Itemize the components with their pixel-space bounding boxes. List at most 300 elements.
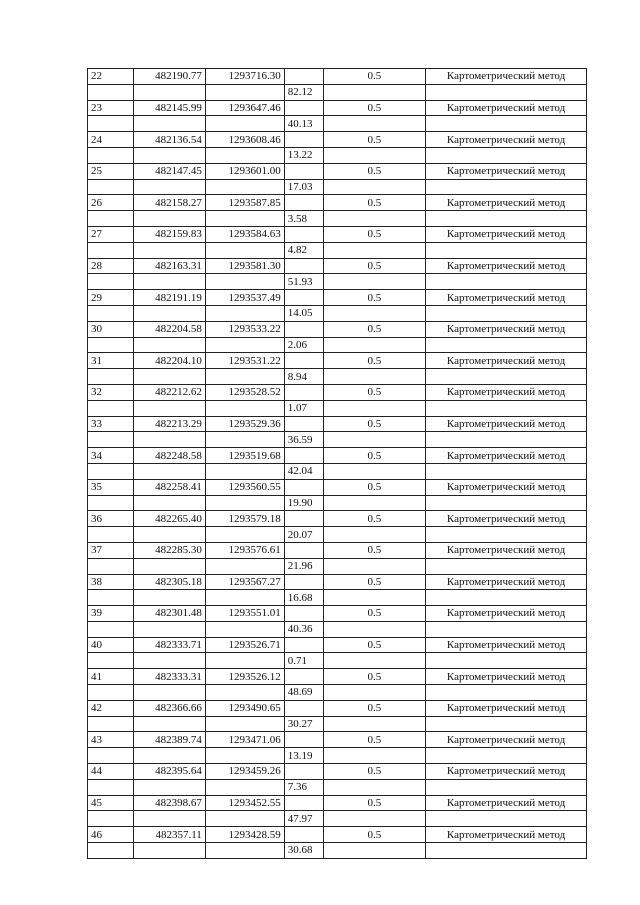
coord-y: 1293533.22	[205, 321, 284, 337]
method: Картометрический метод	[426, 353, 587, 369]
empty-cell	[134, 495, 206, 511]
empty-length-cell	[284, 384, 323, 400]
empty-cell	[134, 337, 206, 353]
empty-cell	[426, 811, 587, 827]
segment-row	[88, 463, 587, 479]
point-number: 23	[88, 100, 134, 116]
empty-cell	[323, 779, 425, 795]
accuracy: 0.5	[323, 163, 425, 179]
empty-cell	[323, 369, 425, 385]
empty-length-cell	[284, 637, 323, 653]
point-row	[88, 416, 587, 432]
segment-row	[88, 527, 587, 543]
empty-length-cell	[284, 100, 323, 116]
coord-x: 482204.58	[134, 321, 206, 337]
point-number: 31	[88, 353, 134, 369]
empty-cell	[88, 305, 134, 321]
empty-cell	[88, 116, 134, 132]
empty-cell	[426, 590, 587, 606]
accuracy: 0.5	[323, 606, 425, 622]
coord-x: 482398.67	[134, 795, 206, 811]
empty-length-cell	[284, 163, 323, 179]
point-row	[88, 100, 587, 116]
empty-cell	[205, 558, 284, 574]
method: Картометрический метод	[426, 226, 587, 242]
empty-cell	[205, 432, 284, 448]
point-row	[88, 384, 587, 400]
segment-row	[88, 147, 587, 163]
point-number: 44	[88, 764, 134, 780]
empty-cell	[426, 621, 587, 637]
empty-cell	[205, 211, 284, 227]
empty-cell	[134, 432, 206, 448]
empty-cell	[134, 179, 206, 195]
empty-cell	[323, 653, 425, 669]
empty-cell	[323, 685, 425, 701]
segment-row	[88, 432, 587, 448]
segment-row	[88, 337, 587, 353]
empty-cell	[88, 179, 134, 195]
accuracy: 0.5	[323, 542, 425, 558]
accuracy: 0.5	[323, 321, 425, 337]
coord-x: 482204.10	[134, 353, 206, 369]
coord-y: 1293531.22	[205, 353, 284, 369]
accuracy: 0.5	[323, 764, 425, 780]
accuracy: 0.5	[323, 574, 425, 590]
accuracy: 0.5	[323, 637, 425, 653]
empty-cell	[205, 84, 284, 100]
coordinates-table	[87, 68, 587, 859]
segment-row	[88, 369, 587, 385]
method: Картометрический метод	[426, 542, 587, 558]
empty-cell	[426, 369, 587, 385]
coord-x: 482301.48	[134, 606, 206, 622]
empty-length-cell	[284, 448, 323, 464]
segment-length: 40.36	[284, 621, 323, 637]
empty-cell	[323, 748, 425, 764]
empty-length-cell	[284, 479, 323, 495]
coord-y: 1293452.55	[205, 795, 284, 811]
empty-length-cell	[284, 795, 323, 811]
method: Картометрический метод	[426, 69, 587, 85]
coord-y: 1293551.01	[205, 606, 284, 622]
empty-length-cell	[284, 226, 323, 242]
method: Картометрический метод	[426, 416, 587, 432]
coord-y: 1293567.27	[205, 574, 284, 590]
segment-row	[88, 495, 587, 511]
point-number: 42	[88, 700, 134, 716]
method: Картометрический метод	[426, 290, 587, 306]
coord-x: 482158.27	[134, 195, 206, 211]
coord-x: 482366.66	[134, 700, 206, 716]
empty-cell	[426, 84, 587, 100]
empty-cell	[205, 716, 284, 732]
point-number: 45	[88, 795, 134, 811]
point-row	[88, 511, 587, 527]
empty-cell	[134, 84, 206, 100]
point-number: 38	[88, 574, 134, 590]
empty-cell	[323, 211, 425, 227]
segment-length: 8.94	[284, 369, 323, 385]
segment-length: 30.68	[284, 843, 323, 859]
empty-cell	[205, 653, 284, 669]
method: Картометрический метод	[426, 511, 587, 527]
empty-cell	[134, 843, 206, 859]
empty-cell	[88, 653, 134, 669]
segment-row	[88, 811, 587, 827]
empty-cell	[134, 527, 206, 543]
point-number: 22	[88, 69, 134, 85]
segment-length: 7.36	[284, 779, 323, 795]
empty-cell	[323, 400, 425, 416]
empty-length-cell	[284, 132, 323, 148]
empty-cell	[88, 685, 134, 701]
empty-length-cell	[284, 511, 323, 527]
empty-length-cell	[284, 321, 323, 337]
accuracy: 0.5	[323, 226, 425, 242]
coord-x: 482191.19	[134, 290, 206, 306]
empty-cell	[134, 242, 206, 258]
empty-cell	[426, 305, 587, 321]
empty-length-cell	[284, 290, 323, 306]
empty-cell	[134, 653, 206, 669]
point-row	[88, 258, 587, 274]
accuracy: 0.5	[323, 732, 425, 748]
empty-cell	[323, 242, 425, 258]
point-row	[88, 226, 587, 242]
empty-length-cell	[284, 827, 323, 843]
segment-row	[88, 748, 587, 764]
empty-cell	[88, 811, 134, 827]
accuracy: 0.5	[323, 827, 425, 843]
segment-row	[88, 116, 587, 132]
coord-y: 1293459.26	[205, 764, 284, 780]
empty-cell	[323, 463, 425, 479]
empty-cell	[205, 400, 284, 416]
segment-length: 42.04	[284, 463, 323, 479]
segment-length: 13.22	[284, 147, 323, 163]
point-number: 35	[88, 479, 134, 495]
point-number: 36	[88, 511, 134, 527]
accuracy: 0.5	[323, 416, 425, 432]
accuracy: 0.5	[323, 353, 425, 369]
empty-cell	[426, 463, 587, 479]
empty-cell	[88, 432, 134, 448]
empty-length-cell	[284, 258, 323, 274]
segment-length: 51.93	[284, 274, 323, 290]
empty-cell	[88, 369, 134, 385]
empty-cell	[426, 716, 587, 732]
empty-cell	[205, 527, 284, 543]
empty-cell	[323, 621, 425, 637]
empty-cell	[134, 621, 206, 637]
empty-cell	[426, 685, 587, 701]
segment-length: 36.59	[284, 432, 323, 448]
method: Картометрический метод	[426, 100, 587, 116]
empty-cell	[426, 211, 587, 227]
method: Картометрический метод	[426, 574, 587, 590]
segment-row	[88, 400, 587, 416]
empty-cell	[88, 621, 134, 637]
empty-cell	[205, 748, 284, 764]
method: Картометрический метод	[426, 321, 587, 337]
empty-cell	[426, 179, 587, 195]
point-number: 28	[88, 258, 134, 274]
coord-x: 482248.58	[134, 448, 206, 464]
coord-x: 482136.54	[134, 132, 206, 148]
method: Картометрический метод	[426, 195, 587, 211]
empty-cell	[134, 463, 206, 479]
method: Картометрический метод	[426, 479, 587, 495]
point-number: 43	[88, 732, 134, 748]
segment-row	[88, 716, 587, 732]
coord-x: 482333.71	[134, 637, 206, 653]
coord-y: 1293579.18	[205, 511, 284, 527]
empty-cell	[323, 843, 425, 859]
coord-x: 482159.83	[134, 226, 206, 242]
segment-row	[88, 211, 587, 227]
segment-row	[88, 305, 587, 321]
coord-y: 1293428.59	[205, 827, 284, 843]
empty-cell	[323, 116, 425, 132]
point-row	[88, 795, 587, 811]
accuracy: 0.5	[323, 669, 425, 685]
empty-cell	[426, 147, 587, 163]
coord-x: 482213.29	[134, 416, 206, 432]
coord-x: 482395.64	[134, 764, 206, 780]
empty-cell	[323, 274, 425, 290]
coord-x: 482147.45	[134, 163, 206, 179]
accuracy: 0.5	[323, 258, 425, 274]
point-row	[88, 637, 587, 653]
method: Картометрический метод	[426, 163, 587, 179]
empty-cell	[426, 432, 587, 448]
empty-cell	[426, 400, 587, 416]
segment-row	[88, 621, 587, 637]
method: Картометрический метод	[426, 384, 587, 400]
empty-cell	[88, 147, 134, 163]
empty-cell	[426, 843, 587, 859]
point-row	[88, 827, 587, 843]
empty-cell	[205, 685, 284, 701]
point-number: 46	[88, 827, 134, 843]
segment-row	[88, 274, 587, 290]
empty-cell	[88, 590, 134, 606]
empty-cell	[426, 116, 587, 132]
point-number: 29	[88, 290, 134, 306]
point-row	[88, 606, 587, 622]
empty-length-cell	[284, 700, 323, 716]
segment-length: 19.90	[284, 495, 323, 511]
accuracy: 0.5	[323, 290, 425, 306]
coord-y: 1293581.30	[205, 258, 284, 274]
empty-cell	[205, 147, 284, 163]
empty-cell	[88, 337, 134, 353]
method: Картометрический метод	[426, 637, 587, 653]
coord-x: 482145.99	[134, 100, 206, 116]
coord-x: 482212.62	[134, 384, 206, 400]
empty-cell	[88, 211, 134, 227]
point-number: 26	[88, 195, 134, 211]
segment-row	[88, 590, 587, 606]
accuracy: 0.5	[323, 384, 425, 400]
segment-length: 40.13	[284, 116, 323, 132]
empty-cell	[88, 274, 134, 290]
empty-cell	[323, 558, 425, 574]
empty-cell	[426, 274, 587, 290]
method: Картометрический метод	[426, 669, 587, 685]
segment-length: 0.71	[284, 653, 323, 669]
accuracy: 0.5	[323, 448, 425, 464]
empty-cell	[426, 748, 587, 764]
point-number: 30	[88, 321, 134, 337]
accuracy: 0.5	[323, 132, 425, 148]
empty-cell	[323, 590, 425, 606]
empty-cell	[88, 495, 134, 511]
coord-y: 1293601.00	[205, 163, 284, 179]
method: Картометрический метод	[426, 258, 587, 274]
empty-length-cell	[284, 416, 323, 432]
coord-x: 482258.41	[134, 479, 206, 495]
segment-row	[88, 779, 587, 795]
empty-cell	[134, 716, 206, 732]
method: Картометрический метод	[426, 448, 587, 464]
coord-y: 1293519.68	[205, 448, 284, 464]
empty-cell	[88, 400, 134, 416]
segment-length: 3.58	[284, 211, 323, 227]
accuracy: 0.5	[323, 69, 425, 85]
empty-cell	[323, 432, 425, 448]
coord-y: 1293529.36	[205, 416, 284, 432]
empty-cell	[426, 558, 587, 574]
empty-cell	[323, 495, 425, 511]
empty-cell	[134, 147, 206, 163]
segment-length: 47.97	[284, 811, 323, 827]
empty-cell	[205, 179, 284, 195]
coord-y: 1293528.52	[205, 384, 284, 400]
coord-y: 1293490.65	[205, 700, 284, 716]
segment-length: 17.03	[284, 179, 323, 195]
empty-cell	[323, 811, 425, 827]
empty-cell	[88, 527, 134, 543]
coord-y: 1293608.46	[205, 132, 284, 148]
coord-x: 482190.77	[134, 69, 206, 85]
empty-cell	[323, 179, 425, 195]
point-number: 34	[88, 448, 134, 464]
point-row	[88, 132, 587, 148]
coord-x: 482333.31	[134, 669, 206, 685]
accuracy: 0.5	[323, 700, 425, 716]
empty-cell	[205, 621, 284, 637]
segment-row	[88, 653, 587, 669]
empty-cell	[134, 369, 206, 385]
accuracy: 0.5	[323, 511, 425, 527]
empty-cell	[134, 685, 206, 701]
segment-length: 48.69	[284, 685, 323, 701]
segment-length: 30.27	[284, 716, 323, 732]
point-number: 24	[88, 132, 134, 148]
empty-cell	[205, 495, 284, 511]
point-number: 37	[88, 542, 134, 558]
point-row	[88, 574, 587, 590]
empty-length-cell	[284, 195, 323, 211]
accuracy: 0.5	[323, 100, 425, 116]
point-row	[88, 69, 587, 85]
segment-length: 82.12	[284, 84, 323, 100]
segment-row	[88, 843, 587, 859]
empty-cell	[88, 463, 134, 479]
empty-cell	[323, 147, 425, 163]
point-number: 25	[88, 163, 134, 179]
segment-row	[88, 179, 587, 195]
empty-cell	[426, 242, 587, 258]
empty-cell	[426, 495, 587, 511]
coord-y: 1293537.49	[205, 290, 284, 306]
method: Картометрический метод	[426, 132, 587, 148]
point-number: 27	[88, 226, 134, 242]
empty-cell	[88, 748, 134, 764]
segment-length: 13.19	[284, 748, 323, 764]
coord-y: 1293584.63	[205, 226, 284, 242]
empty-cell	[426, 337, 587, 353]
point-number: 41	[88, 669, 134, 685]
empty-cell	[134, 116, 206, 132]
method: Картометрический метод	[426, 827, 587, 843]
empty-length-cell	[284, 574, 323, 590]
empty-cell	[205, 590, 284, 606]
empty-cell	[323, 716, 425, 732]
segment-length: 1.07	[284, 400, 323, 416]
empty-cell	[134, 811, 206, 827]
coord-y: 1293587.85	[205, 195, 284, 211]
segment-row	[88, 242, 587, 258]
accuracy: 0.5	[323, 795, 425, 811]
empty-cell	[88, 716, 134, 732]
point-row	[88, 290, 587, 306]
coord-x: 482305.18	[134, 574, 206, 590]
empty-cell	[134, 779, 206, 795]
empty-cell	[205, 369, 284, 385]
coord-y: 1293526.12	[205, 669, 284, 685]
segment-row	[88, 685, 587, 701]
empty-cell	[205, 337, 284, 353]
empty-cell	[134, 558, 206, 574]
coordinates-table-body	[88, 69, 587, 859]
empty-cell	[205, 305, 284, 321]
empty-cell	[134, 211, 206, 227]
empty-cell	[323, 337, 425, 353]
empty-length-cell	[284, 732, 323, 748]
empty-cell	[426, 527, 587, 543]
empty-cell	[205, 116, 284, 132]
coord-y: 1293716.30	[205, 69, 284, 85]
point-row	[88, 764, 587, 780]
point-row	[88, 448, 587, 464]
empty-cell	[134, 400, 206, 416]
method: Картометрический метод	[426, 606, 587, 622]
point-number: 32	[88, 384, 134, 400]
empty-length-cell	[284, 606, 323, 622]
empty-length-cell	[284, 542, 323, 558]
method: Картометрический метод	[426, 732, 587, 748]
coord-y: 1293471.06	[205, 732, 284, 748]
empty-length-cell	[284, 669, 323, 685]
point-row	[88, 195, 587, 211]
segment-length: 20.07	[284, 527, 323, 543]
empty-cell	[323, 527, 425, 543]
coord-y: 1293526.71	[205, 637, 284, 653]
segment-length: 14.05	[284, 305, 323, 321]
